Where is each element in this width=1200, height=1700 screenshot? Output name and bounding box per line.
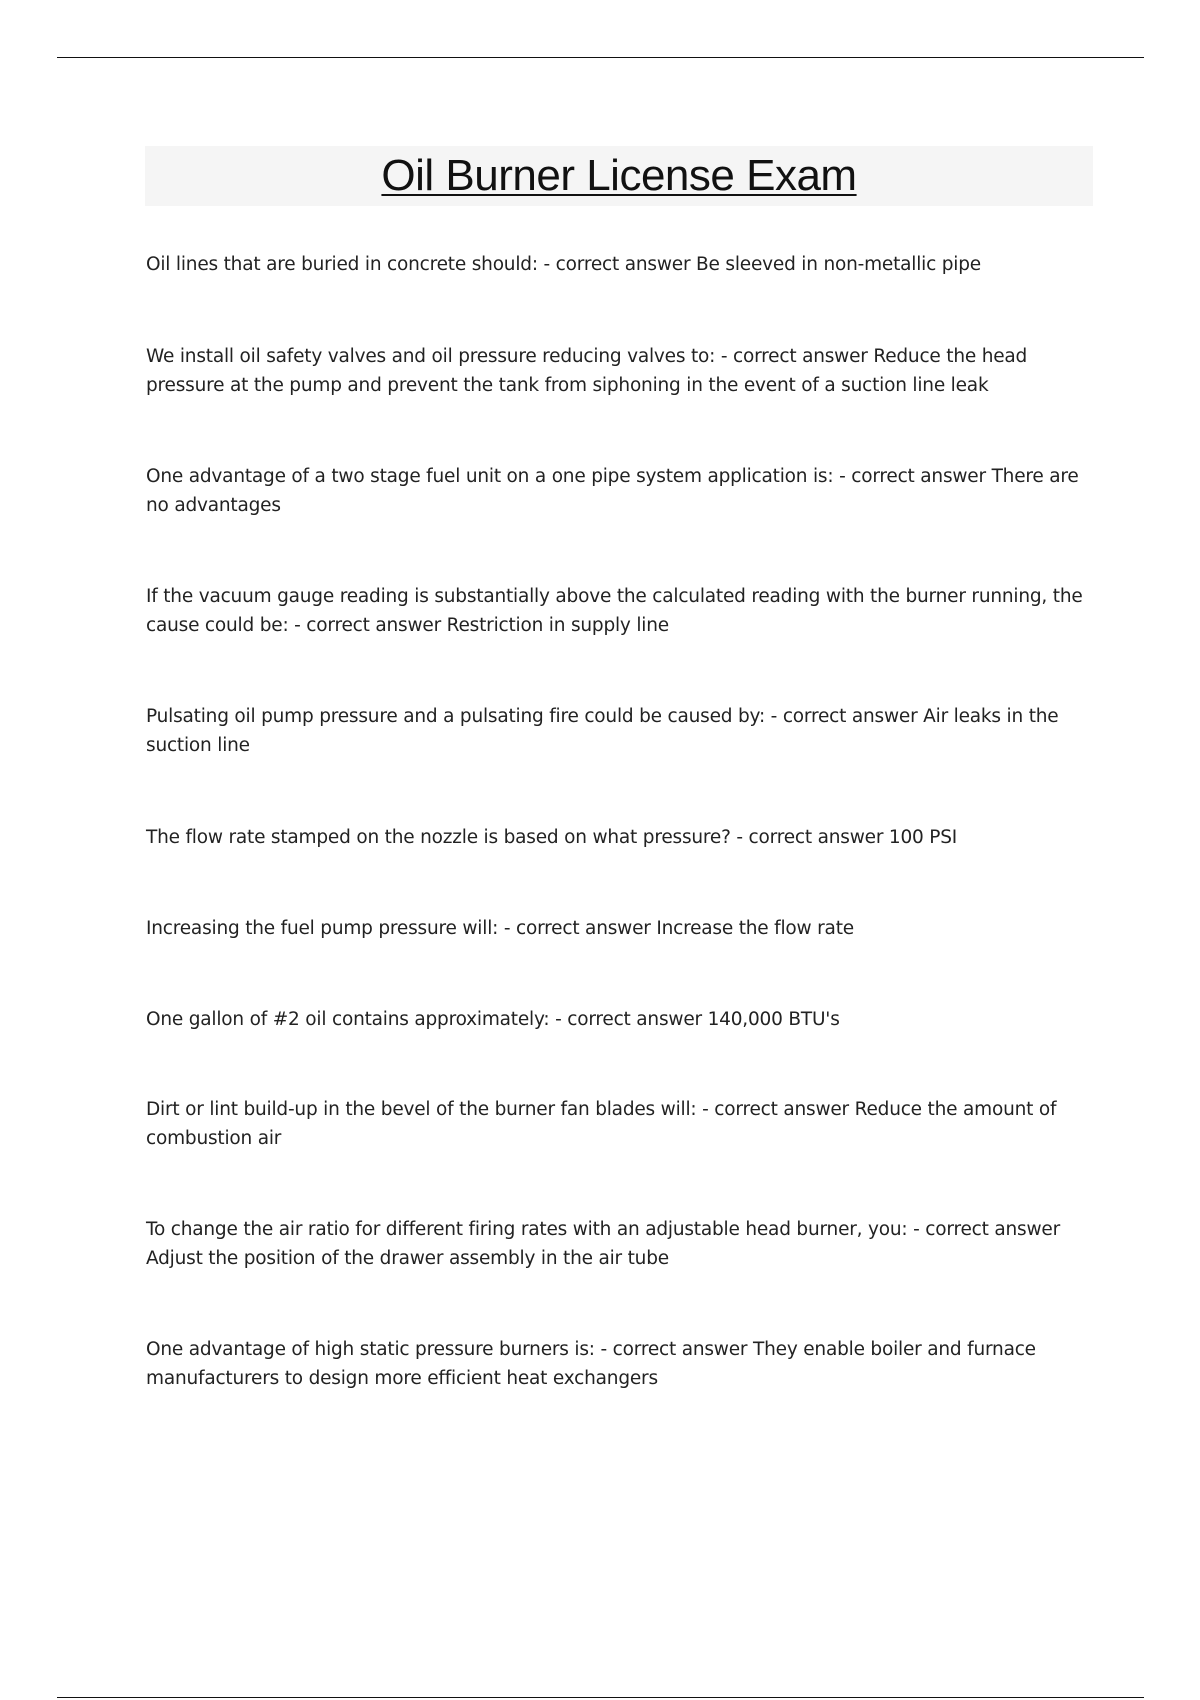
page-title: Oil Burner License Exam xyxy=(381,151,857,200)
question-item: One advantage of a two stage fuel unit on a one pipe system application is: - correct answer There are no advantages xyxy=(146,466,1079,516)
question-item: One gallon of #2 oil contains approximately: - correct answer 140,000 BTU's xyxy=(146,1009,840,1030)
top-rule xyxy=(57,57,1144,58)
question-item: Oil lines that are buried in concrete should: - correct answer Be sleeved in non-metallic pipe xyxy=(146,254,981,275)
question-item: Pulsating oil pump pressure and a pulsating fire could be caused by: - correct answer Air leaks in the suction line xyxy=(146,706,1059,756)
bottom-rule xyxy=(57,1697,1144,1698)
question-item: The flow rate stamped on the nozzle is based on what pressure? - correct answer 100 PSI xyxy=(146,827,958,848)
question-item: One advantage of high static pressure burners is: - correct answer They enable boiler and furnace manufacturers to design more efficient heat exchangers xyxy=(146,1339,1036,1389)
question-item: If the vacuum gauge reading is substantially above the calculated reading with the burner running, the cause could be: - correct answer Restriction in supply line xyxy=(146,586,1083,636)
question-item: Dirt or lint build-up in the bevel of the burner fan blades will: - correct answer Reduce the amount of combustion air xyxy=(146,1099,1057,1149)
question-item: Increasing the fuel pump pressure will: - correct answer Increase the flow rate xyxy=(146,918,854,939)
title-band xyxy=(145,146,1093,206)
question-item: We install oil safety valves and oil pressure reducing valves to: - correct answer Reduce the head pressure at the pump and prevent the tank from siphoning in the event of a suction line leak xyxy=(146,346,1028,396)
question-item: To change the air ratio for different firing rates with an adjustable head burner, you: - correct answer Adjust the position of the drawer assembly in the air tube xyxy=(146,1219,1060,1269)
